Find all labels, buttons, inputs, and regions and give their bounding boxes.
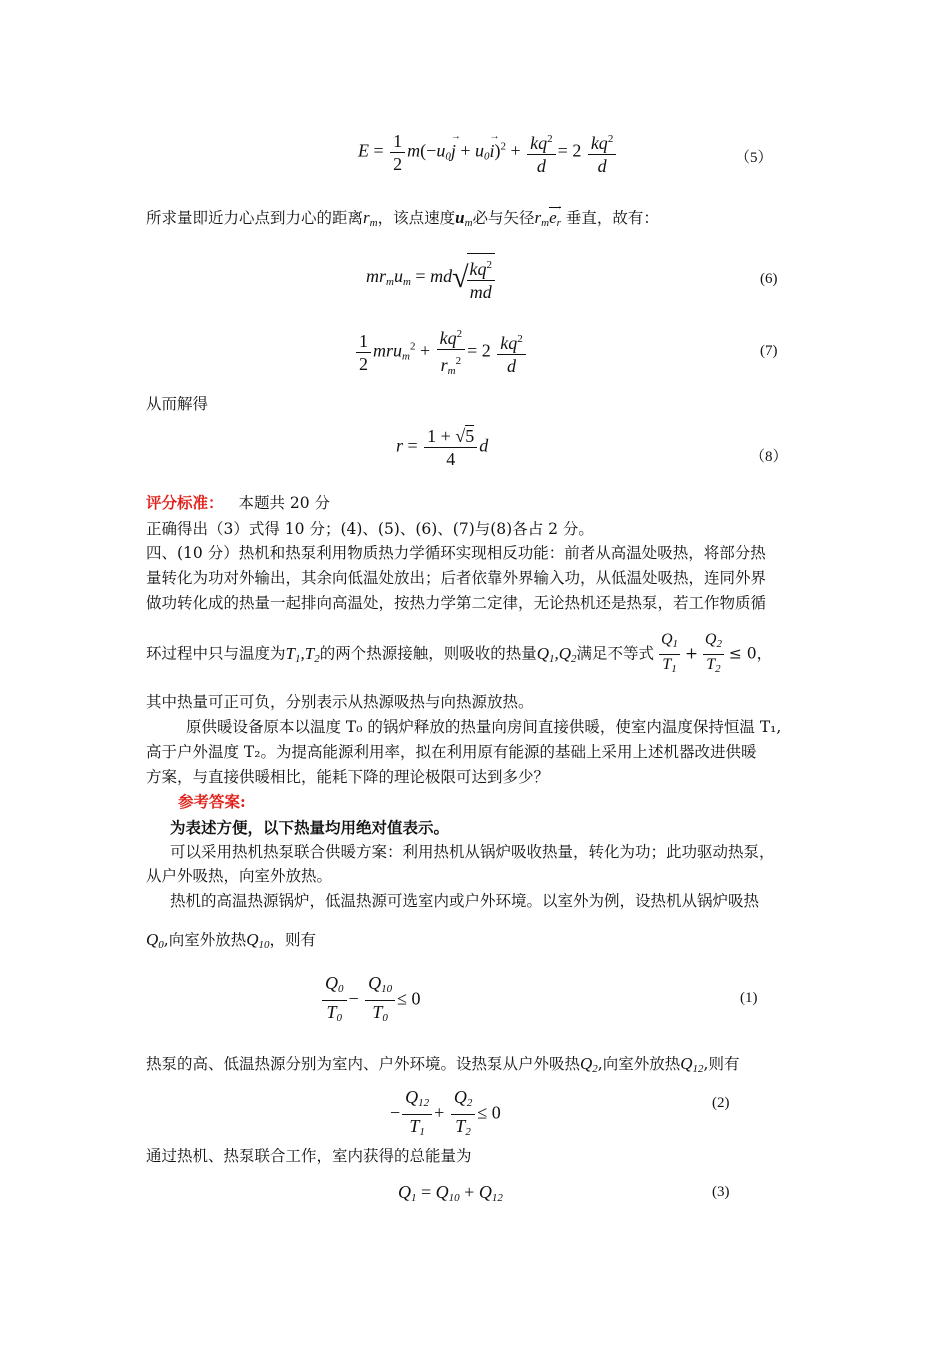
q4-line-8: 方案，与直接供暖相比，能耗下降的理论极限可达到多少？ [146, 768, 550, 786]
equation-number-6: (6) [760, 271, 778, 287]
answer-equation-2: − $\frac{Q_{12}}{T_1}$ + $\frac{Q_2}{T_2}$ ≤ 0 [390, 1087, 501, 1138]
score-line: 评分标准： 本题共 20 分 [146, 493, 331, 512]
equation-number-7: (7) [760, 343, 778, 359]
bold-note: 为表述方便，以下热量均用绝对值表示。 [170, 818, 450, 837]
q4-line-7: 高于户外温度 T₂。为提高能源利用率，拟在利用原有能源的基础上采用上述机器改进供暖 [146, 743, 757, 761]
equation-5: E = $\frac{1}{2}$ $m(-u_0\to j + u_0\to i)^2$ + $\frac{kq^2}{d}$ = 2 $\frac{kq^2}{d}$ [358, 128, 618, 177]
score-label: 评分标准： [146, 493, 224, 512]
q4-line-3: 做功转化成的热量一起排向高温处，按热力学第二定律，无论热机还是热泵，若工作物质循 [146, 594, 767, 612]
equation-number-8: （8） [750, 449, 788, 465]
answer-equation-number-2: (2) [712, 1095, 730, 1111]
q4-line-6: 原供暖设备原本以温度 T₀ 的锅炉释放的热量向房间直接供暖，使室内温度保持恒温 T₁, [186, 718, 782, 736]
equation-number-5: （5） [735, 150, 773, 166]
paragraph-solve: 从而解得 [146, 395, 209, 413]
answer-equation-1: $\frac{Q_0}{T_0}$ − $\frac{Q_{10}}{T_0}$ ≤ 0 [320, 972, 421, 1029]
answer-label: 参考答案: [178, 792, 246, 811]
q4-line-2: 量转化为功对外输出，其余向低温处放出；后者依靠外界输入功，从低温处吸热，连同外界 [146, 569, 767, 587]
q4-line-1: 四、(10 分）热机和热泵利用物质热力学循环实现相反功能：前者从高温处吸热，将部分热 [146, 544, 766, 562]
q4-line-5: 其中热量可正可负，分别表示从热源吸热与向热源放热。 [146, 693, 534, 711]
equation-8: r = $\frac{1 + √5}{4}$ d [396, 426, 489, 469]
answer-equation-number-1: (1) [740, 990, 758, 1006]
paragraph-rm: 所求量即近力心点到力心的距离$r_m$，该点速度$u_m$必与矢径$r_me_r$ → 垂直，故有： [146, 207, 659, 233]
answer-line-2: 从户外吸热，向室外放热。 [146, 867, 333, 885]
answer-line-4: $Q_0$,向室外放热$Q_{10}$，则有 [146, 930, 317, 951]
equation-7: $\frac{1}{2}$ mru$_m^2$ + $\frac{kq^2}{r_m^2}$ = 2 $\frac{kq^2}{d}$ [354, 323, 528, 382]
score-detail: 正确得出（3）式得 10 分；(4)、(5)、(6)、(7)与(8)各占 2 分。 [146, 520, 594, 538]
answer-line-5: 热泵的高、低温热源分别为室内、户外环境。设热泵从户外吸热$Q_2$,向室外放热$Q_{12}$,则有 [146, 1054, 740, 1075]
answer-equation-number-3: (3) [712, 1184, 730, 1200]
answer-equation-3: $Q_1 = Q_{10} + Q_{12}$ [398, 1182, 503, 1204]
q4-line-4: 环过程中只与温度为$T_1,T_2$的两个热源接触，则吸收的热量$Q_1,Q_2$满足不等式 $\frac{Q_1}{T_1}$ + $\frac{Q_2}{T_2}$ ≤ 0， [146, 631, 773, 675]
answer-line-1: 可以采用热机热泵联合供暖方案：利用热机从锅炉吸收热量，转化为功；此功驱动热泵， [170, 843, 775, 861]
answer-line-6: 通过热机、热泵联合工作，室内获得的总能量为 [146, 1147, 472, 1165]
equation-6: $mr_mu_m = md√$ $\frac{kq^2}{md}$ [366, 253, 495, 303]
answer-line-3: 热机的高温热源锅炉，低温热源可选室内或户外环境。以室外为例，设热机从锅炉吸热 [170, 892, 760, 910]
